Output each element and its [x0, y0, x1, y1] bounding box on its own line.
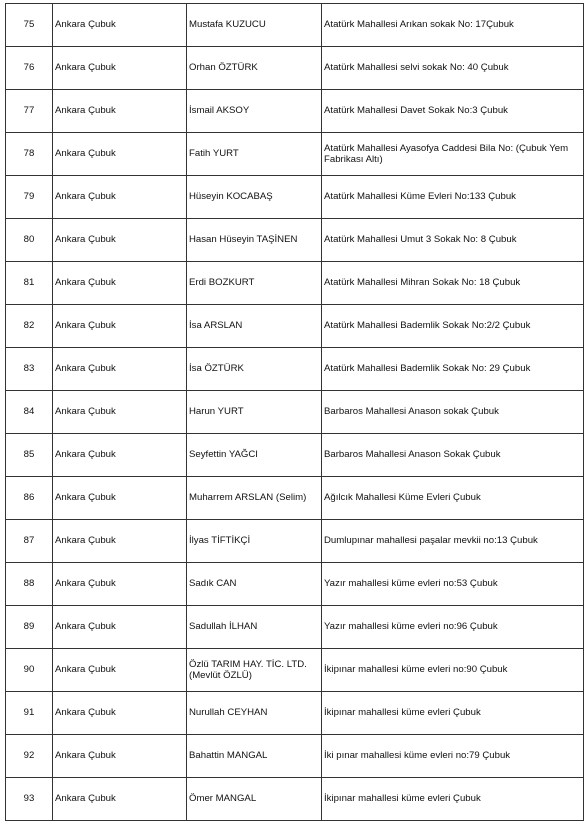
row-number: 78 [6, 133, 53, 176]
row-name: İlyas TİFTİKÇİ [187, 520, 322, 563]
row-number: 92 [6, 735, 53, 778]
row-name: İsmail AKSOY [187, 90, 322, 133]
row-name: Nurullah CEYHAN [187, 692, 322, 735]
row-city: Ankara Çubuk [53, 133, 187, 176]
row-address: Atatürk Mahallesi Mihran Sokak No: 18 Çubuk [322, 262, 584, 305]
row-address: Atatürk Mahallesi Ayasofya Caddesi Bila No: (Çubuk Yem Fabrikası Altı) [322, 133, 584, 176]
records-table [5, 3, 584, 821]
row-name: Sadullah İLHAN [187, 606, 322, 649]
table-row [6, 692, 584, 735]
table-row [6, 262, 584, 305]
row-address: İkipınar mahallesi küme evleri Çubuk [322, 778, 584, 821]
row-city: Ankara Çubuk [53, 735, 187, 778]
table-row [6, 563, 584, 606]
row-address: İkipınar mahallesi küme evleri no:90 Çubuk [322, 649, 584, 692]
row-number: 84 [6, 391, 53, 434]
row-address: İkipınar mahallesi küme evleri Çubuk [322, 692, 584, 735]
row-city: Ankara Çubuk [53, 434, 187, 477]
row-name: Seyfettin YAĞCI [187, 434, 322, 477]
row-name: Ömer MANGAL [187, 778, 322, 821]
row-number: 83 [6, 348, 53, 391]
table-row [6, 778, 584, 821]
row-number: 80 [6, 219, 53, 262]
row-number: 89 [6, 606, 53, 649]
row-address: Atatürk Mahallesi Bademlik Sokak No: 29 Çubuk [322, 348, 584, 391]
table-row [6, 477, 584, 520]
row-number: 76 [6, 47, 53, 90]
row-address: Atatürk Mahallesi Arıkan sokak No: 17Çubuk [322, 4, 584, 47]
row-name: Hüseyin KOCABAŞ [187, 176, 322, 219]
row-city: Ankara Çubuk [53, 348, 187, 391]
row-address: Atatürk Mahallesi selvi sokak No: 40 Çubuk [322, 47, 584, 90]
table-row [6, 4, 584, 47]
row-name: Özlü TARIM HAY. TİC. LTD. (Mevlüt ÖZLÜ) [187, 649, 322, 692]
row-city: Ankara Çubuk [53, 47, 187, 90]
row-address: Barbaros Mahallesi Anason sokak Çubuk [322, 391, 584, 434]
table-row [6, 434, 584, 477]
row-name: Hasan Hüseyin TAŞİNEN [187, 219, 322, 262]
table-row [6, 520, 584, 563]
table-row [6, 90, 584, 133]
row-number: 91 [6, 692, 53, 735]
row-city: Ankara Çubuk [53, 219, 187, 262]
row-number: 82 [6, 305, 53, 348]
row-city: Ankara Çubuk [53, 391, 187, 434]
row-address: Atatürk Mahallesi Davet Sokak No:3 Çubuk [322, 90, 584, 133]
row-number: 86 [6, 477, 53, 520]
table-row [6, 219, 584, 262]
row-number: 79 [6, 176, 53, 219]
row-address: Barbaros Mahallesi Anason Sokak Çubuk [322, 434, 584, 477]
row-name: Orhan ÖZTÜRK [187, 47, 322, 90]
row-number: 87 [6, 520, 53, 563]
row-name: İsa ARSLAN [187, 305, 322, 348]
row-name: Erdi BOZKURT [187, 262, 322, 305]
row-name: Muharrem ARSLAN (Selim) [187, 477, 322, 520]
row-city: Ankara Çubuk [53, 520, 187, 563]
table-row [6, 47, 584, 90]
row-number: 90 [6, 649, 53, 692]
row-city: Ankara Çubuk [53, 262, 187, 305]
row-number: 93 [6, 778, 53, 821]
row-name: Harun YURT [187, 391, 322, 434]
row-city: Ankara Çubuk [53, 606, 187, 649]
table-row [6, 606, 584, 649]
row-city: Ankara Çubuk [53, 305, 187, 348]
row-number: 75 [6, 4, 53, 47]
row-city: Ankara Çubuk [53, 778, 187, 821]
row-number: 81 [6, 262, 53, 305]
row-number: 88 [6, 563, 53, 606]
row-address: İki pınar mahallesi küme evleri no:79 Çubuk [322, 735, 584, 778]
table-row [6, 735, 584, 778]
row-city: Ankara Çubuk [53, 477, 187, 520]
records-table-body [6, 4, 584, 821]
table-row [6, 176, 584, 219]
row-address: Atatürk Mahallesi Küme Evleri No:133 Çubuk [322, 176, 584, 219]
row-number: 85 [6, 434, 53, 477]
row-address: Atatürk Mahallesi Umut 3 Sokak No: 8 Çubuk [322, 219, 584, 262]
row-city: Ankara Çubuk [53, 692, 187, 735]
table-row [6, 133, 584, 176]
row-city: Ankara Çubuk [53, 176, 187, 219]
row-address: Yazır mahallesi küme evleri no:53 Çubuk [322, 563, 584, 606]
row-address: Dumlupınar mahallesi paşalar mevkii no:13 Çubuk [322, 520, 584, 563]
row-address: Yazır mahallesi küme evleri no:96 Çubuk [322, 606, 584, 649]
row-name: İsa ÖZTÜRK [187, 348, 322, 391]
row-city: Ankara Çubuk [53, 90, 187, 133]
row-name: Bahattin MANGAL [187, 735, 322, 778]
table-row [6, 305, 584, 348]
table-row [6, 649, 584, 692]
row-name: Fatih YURT [187, 133, 322, 176]
row-name: Sadık CAN [187, 563, 322, 606]
row-address: Ağılcık Mahallesi Küme Evleri Çubuk [322, 477, 584, 520]
row-city: Ankara Çubuk [53, 4, 187, 47]
row-city: Ankara Çubuk [53, 563, 187, 606]
table-row [6, 391, 584, 434]
row-number: 77 [6, 90, 53, 133]
table-row [6, 348, 584, 391]
row-name: Mustafa KUZUCU [187, 4, 322, 47]
row-city: Ankara Çubuk [53, 649, 187, 692]
row-address: Atatürk Mahallesi Bademlik Sokak No:2/2 Çubuk [322, 305, 584, 348]
